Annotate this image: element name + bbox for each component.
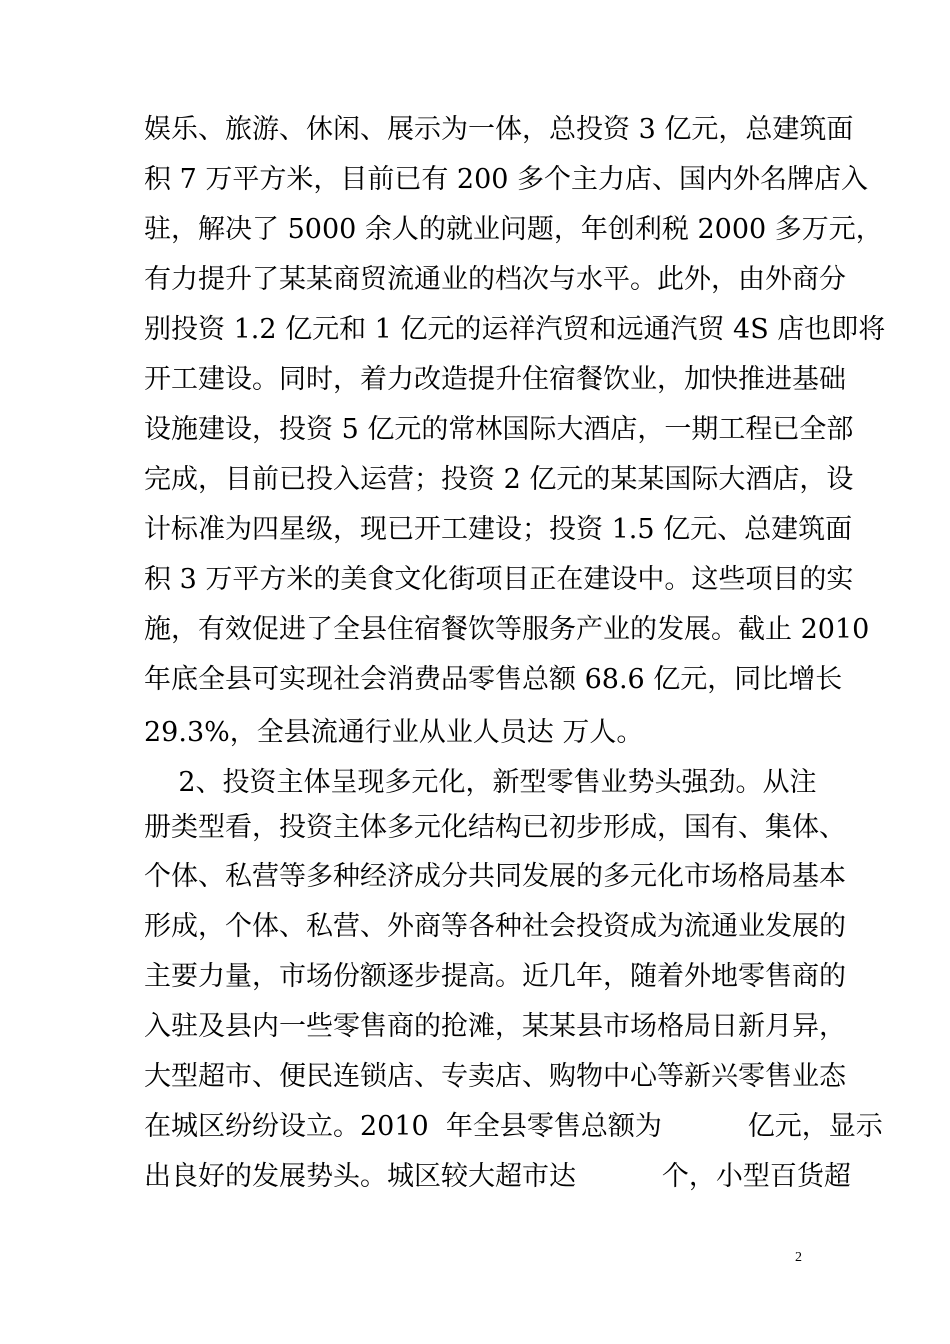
- text-line: 驻，解决了 5000 余人的就业问题，年创利税 2000 多万元，: [144, 214, 883, 245]
- text-line: 形成，个体、私营、外商等各种社会投资成为流通业发展的: [144, 911, 846, 942]
- page-number: 2: [795, 1250, 802, 1265]
- text-line: 别投资 1.2 亿元和 1 亿元的运祥汽贸和远通汽贸 4S 店也即将: [144, 314, 886, 345]
- text-line: 开工建设。同时，着力改造提升住宿餐饮业，加快推进基础: [144, 364, 846, 395]
- text-line: 大型超市、便民连锁店、专卖店、购物中心等新兴零售业态: [144, 1061, 846, 1092]
- text-line: 个体、私营等多种经济成分共同发展的多元化市场格局基本: [144, 861, 846, 892]
- text-line: 设施建设，投资 5 亿元的常林国际大酒店，一期工程已全部: [144, 414, 854, 445]
- text-line: 主要力量，市场份额逐步提高。近几年，随着外地零售商的: [144, 961, 846, 992]
- text-line: 积 3 万平方米的美食文化街项目正在建设中。这些项目的实: [144, 564, 854, 595]
- text-line: 娱乐、旅游、休闲、展示为一体，总投资 3 亿元，总建筑面: [144, 114, 854, 145]
- paragraph-first-line: 2、投资主体呈现多元化，新型零售业势头强劲。从注: [144, 767, 817, 798]
- text-line: 册类型看，投资主体多元化结构已初步形成，国有、集体、: [144, 812, 846, 843]
- text-line: 出良好的发展势头。城区较大超市达 个，小型百货超: [144, 1161, 851, 1192]
- text-line: 施，有效促进了全县住宿餐饮等服务产业的发展。截止 2010: [144, 614, 870, 645]
- text-line: 有力提升了某某商贸流通业的档次与水平。此外，由外商分: [144, 264, 846, 295]
- text-line: 29.3%，全县流通行业从业人员达 万人。: [144, 717, 644, 748]
- text-line: 计标准为四星级，现已开工建设；投资 1.5 亿元、总建筑面: [144, 514, 853, 545]
- text-line: 入驻及县内一些零售商的抢滩，某某县市场格局日新月异，: [144, 1011, 846, 1042]
- text-line: 积 7 万平方米，目前已有 200 多个主力店、国内外名牌店入: [144, 164, 869, 195]
- text-line: 在城区纷纷设立。2010 年全县零售总额为 亿元，显示: [144, 1111, 883, 1142]
- text-line: 年底全县可实现社会消费品零售总额 68.6 亿元，同比增长: [144, 664, 843, 695]
- text-line: 完成，目前已投入运营；投资 2 亿元的某某国际大酒店，设: [144, 464, 854, 495]
